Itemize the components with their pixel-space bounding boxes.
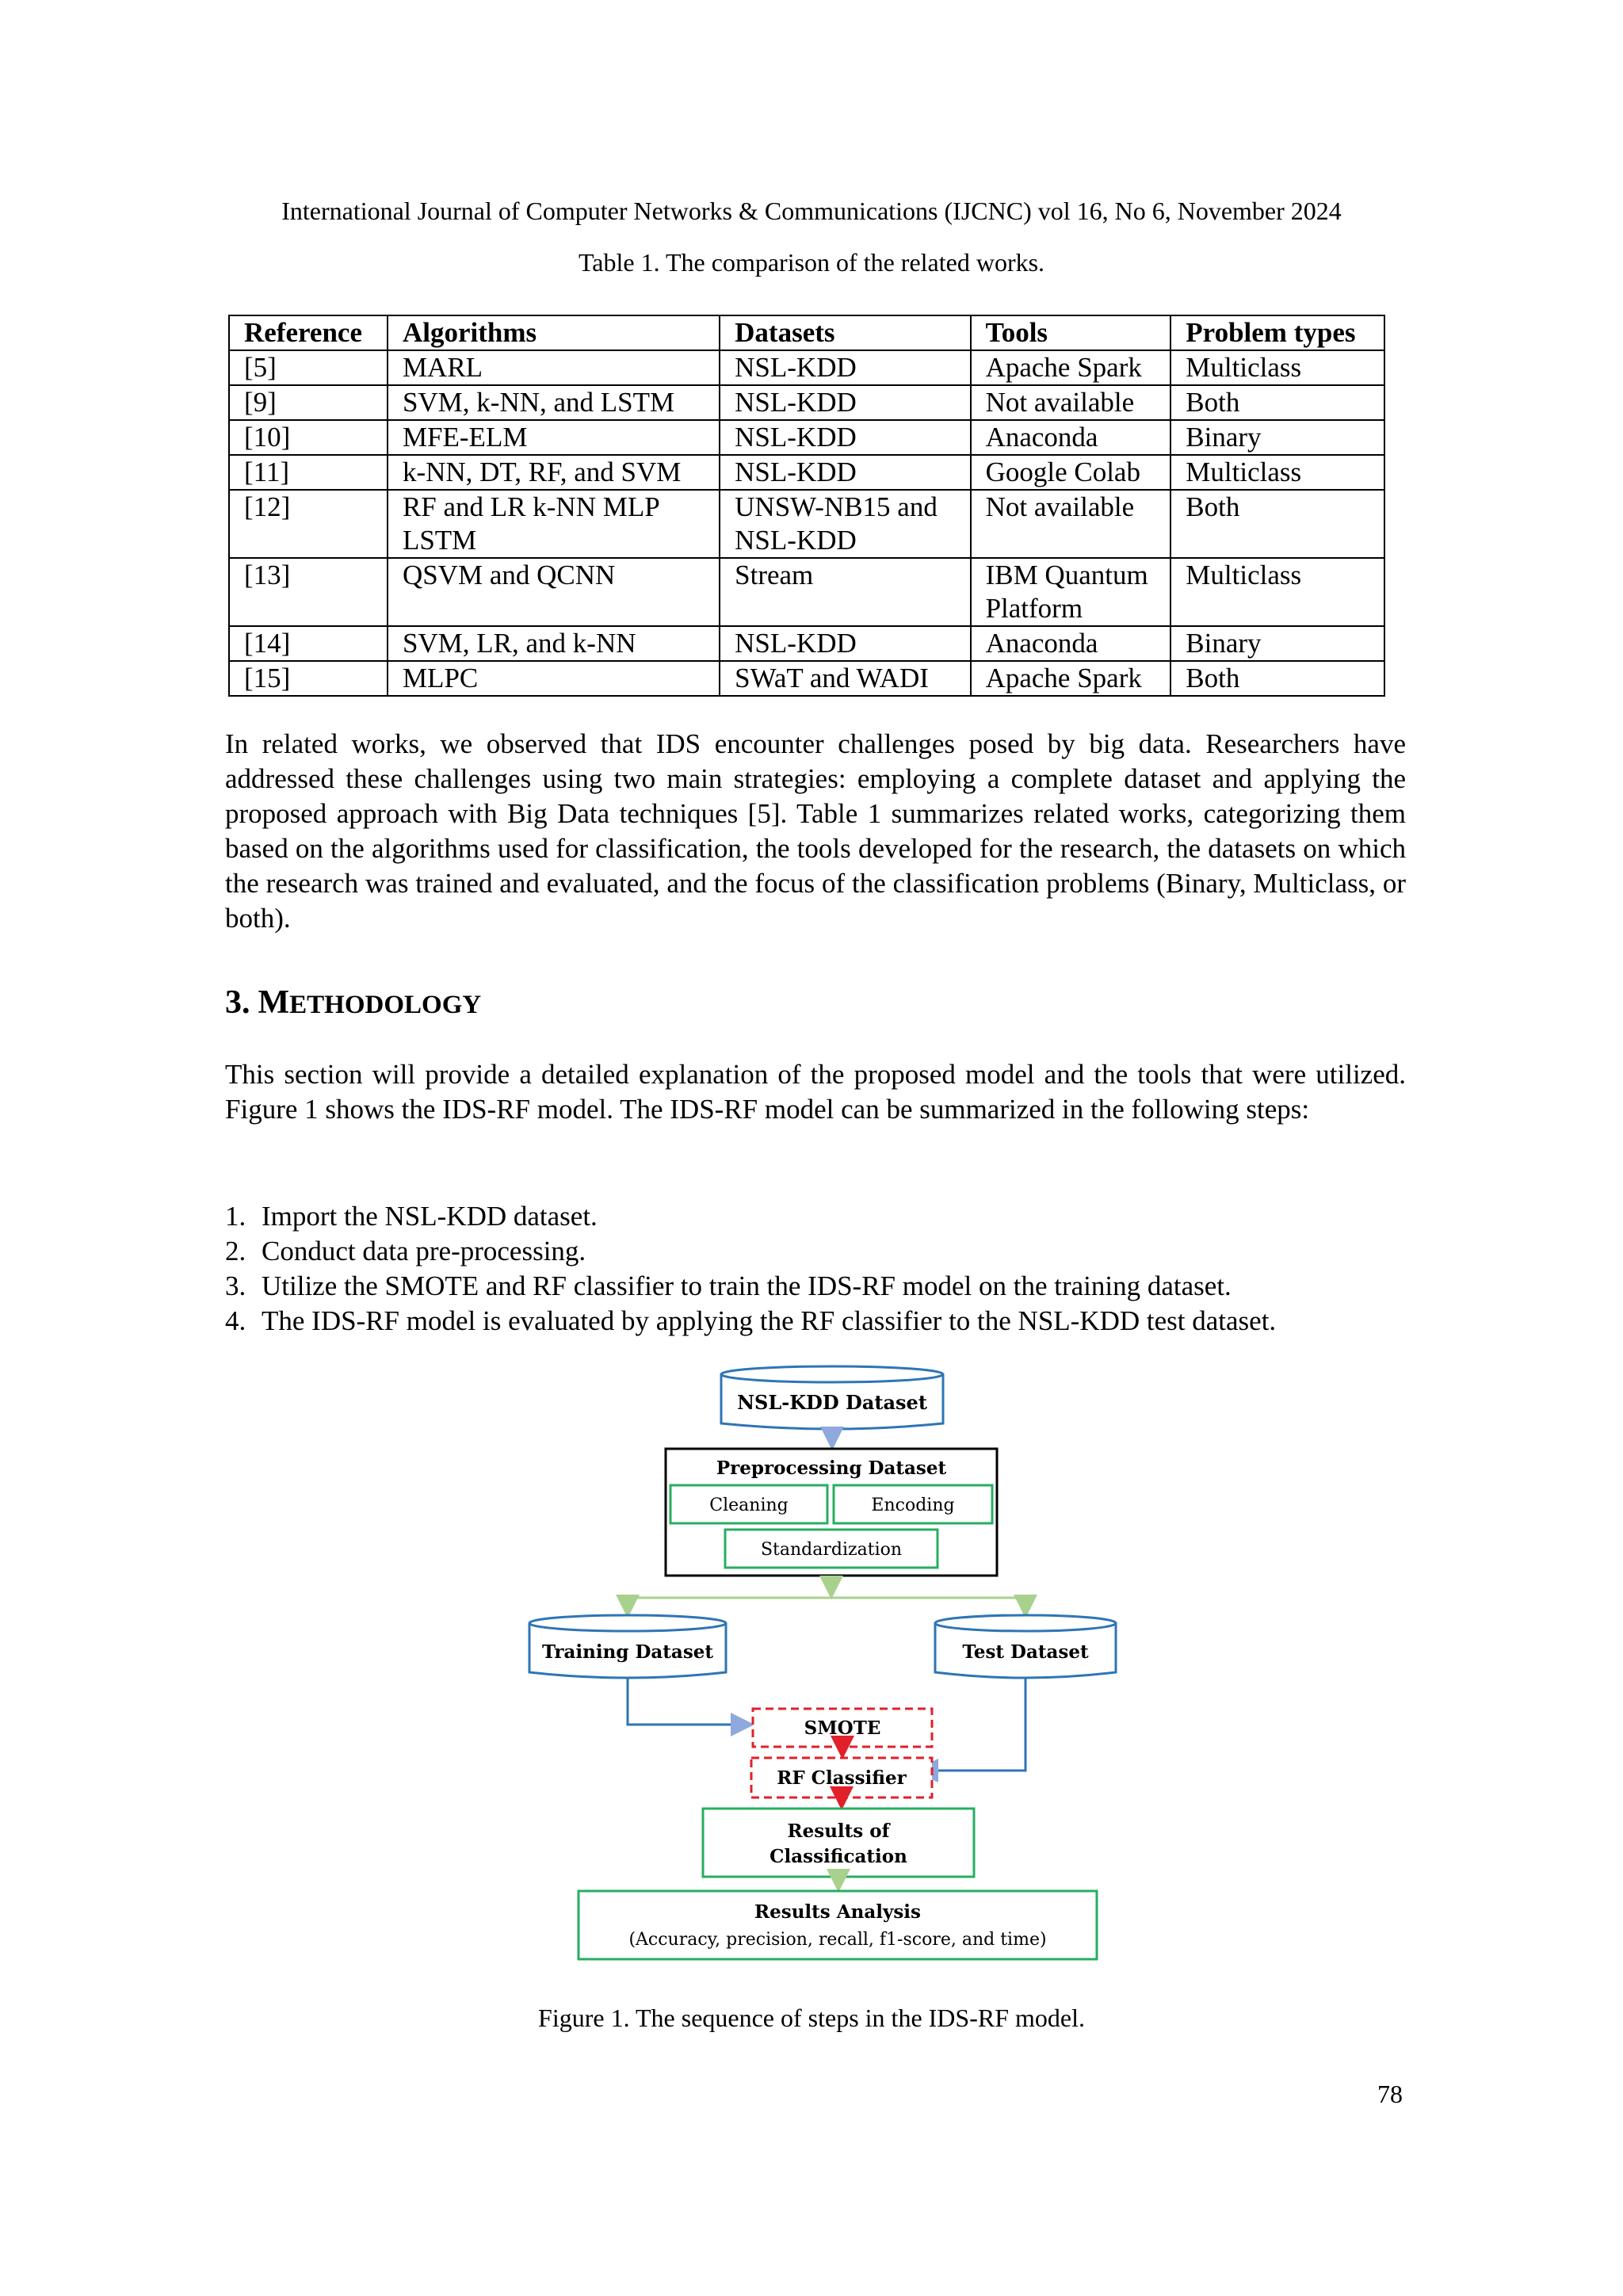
cell-algorithms: k-NN, DT, RF, and SVM: [388, 455, 720, 490]
results-analysis-subtitle: (Accuracy, precision, recall, f1-score, and time): [628, 1930, 1047, 1950]
dataset-node: [721, 1366, 943, 1429]
cell-reference: [10]: [229, 420, 388, 455]
results-analysis-node: [579, 1891, 1097, 1959]
table-row: [229, 490, 1384, 558]
training-dataset-label: Training Dataset: [541, 1641, 714, 1663]
cell-datasets: UNSW-NB15 and NSL-KDD: [720, 490, 970, 558]
step-text: The IDS-RF model is evaluated by applying the RF classifier to the NSL-KDD test dataset.: [262, 1305, 1277, 1336]
section-title-rest: ETHODOLOGY: [289, 991, 482, 1019]
results-label-line2: Classification: [769, 1846, 907, 1867]
header-reference: Reference: [229, 315, 388, 350]
cell-problem-type: Both: [1170, 661, 1384, 696]
step-number: 2.: [225, 1236, 246, 1266]
step-number: 1.: [225, 1201, 246, 1232]
cell-problem-type: Both: [1170, 490, 1384, 558]
page-number: 78: [1377, 2080, 1403, 2108]
cleaning-label: Cleaning: [709, 1496, 789, 1515]
preprocessing-node: [666, 1449, 997, 1576]
table-row: [229, 350, 1384, 385]
related-works-table: [228, 315, 1385, 697]
cell-problem-type: Binary: [1170, 420, 1384, 455]
table-row: [229, 385, 1384, 420]
cell-algorithms: MARL: [388, 350, 720, 385]
connector-test-to-rf: [934, 1679, 1025, 1771]
smote-label: SMOTE: [804, 1717, 881, 1739]
table-row: [229, 661, 1384, 696]
table-caption: Table 1. The comparison of the related works.: [578, 248, 1045, 277]
results-analysis-title: Results Analysis: [754, 1901, 921, 1923]
cell-reference: [13]: [229, 558, 388, 626]
cell-algorithms: RF and LR k-NN MLP LSTM: [388, 490, 720, 558]
step-number: 4.: [225, 1305, 246, 1336]
section-number: 3.: [225, 984, 250, 1021]
cell-tools: IBM Quantum Platform: [971, 558, 1171, 626]
table-header-row: [229, 315, 1384, 350]
cell-problem-type: Multiclass: [1170, 350, 1384, 385]
dataset-label: NSL-KDD Dataset: [737, 1391, 927, 1414]
connector-training-to-smote: [628, 1679, 742, 1725]
cell-algorithms: SVM, k-NN, and LSTM: [388, 385, 720, 420]
cell-tools: Apache Spark: [971, 661, 1171, 696]
header-tools: Tools: [971, 315, 1171, 350]
results-node: [703, 1809, 974, 1877]
steps-list: [225, 1199, 1276, 1339]
cell-problem-type: Binary: [1170, 626, 1384, 661]
table-row: [229, 558, 1384, 626]
standardization-label: Standardization: [760, 1540, 903, 1560]
cell-datasets: NSL-KDD: [720, 385, 970, 420]
results-label-line1: Results of: [787, 1820, 890, 1842]
methodology-paragraph: This section will provide a detailed explanation of the proposed model and the tools that were utilized. Figure 1 shows the IDS-RF model. The IDS-RF model can be summarized in the following steps:: [225, 1059, 1406, 1125]
step-number: 3.: [225, 1270, 246, 1301]
cell-datasets: NSL-KDD: [720, 350, 970, 385]
list-item: [225, 1269, 1276, 1304]
rf-classifier-node: [751, 1758, 932, 1797]
cell-problem-type: Both: [1170, 385, 1384, 420]
step-text: Utilize the SMOTE and RF classifier to train the IDS-RF model on the training dataset.: [262, 1270, 1232, 1301]
split-arrows: [628, 1576, 1025, 1614]
section-initial: M: [258, 984, 290, 1021]
step-text: Conduct data pre-processing.: [262, 1236, 586, 1266]
cell-tools: Anaconda: [971, 420, 1171, 455]
list-item: [225, 1304, 1276, 1339]
cell-reference: [12]: [229, 490, 388, 558]
cell-tools: Apache Spark: [971, 350, 1171, 385]
test-dataset-label: Test Dataset: [962, 1641, 1089, 1663]
cell-algorithms: MLPC: [388, 661, 720, 696]
journal-header: International Journal of Computer Networks & Communications (IJCNC) vol 16, No 6, November 2024: [281, 197, 1342, 225]
figure-caption: Figure 1. The sequence of steps in the IDS-RF model.: [538, 2004, 1085, 2032]
cell-datasets: SWaT and WADI: [720, 661, 970, 696]
preprocessing-label: Preprocessing Dataset: [716, 1457, 947, 1479]
header-problem-types: Problem types: [1170, 315, 1384, 350]
table-row: [229, 455, 1384, 490]
cell-datasets: NSL-KDD: [720, 420, 970, 455]
cell-datasets: NSL-KDD: [720, 455, 970, 490]
step-text: Import the NSL-KDD dataset.: [262, 1201, 598, 1232]
cell-reference: [14]: [229, 626, 388, 661]
cell-problem-type: Multiclass: [1170, 558, 1384, 626]
rf-classifier-label: RF Classifier: [777, 1767, 907, 1789]
cell-algorithms: QSVM and QCNN: [388, 558, 720, 626]
test-dataset-node: [935, 1615, 1116, 1678]
cell-datasets: Stream: [720, 558, 970, 626]
training-dataset-node: [529, 1615, 726, 1678]
cell-tools: Not available: [971, 385, 1171, 420]
cell-tools: Anaconda: [971, 626, 1171, 661]
cell-reference: [9]: [229, 385, 388, 420]
smote-node: [753, 1709, 932, 1747]
cell-tools: Not available: [971, 490, 1171, 558]
list-item: [225, 1199, 1276, 1234]
ids-rf-flowchart: [507, 1363, 1125, 1981]
encoding-label: Encoding: [871, 1496, 955, 1515]
cell-reference: [5]: [229, 350, 388, 385]
cell-algorithms: SVM, LR, and k-NN: [388, 626, 720, 661]
cell-algorithms: MFE-ELM: [388, 420, 720, 455]
list-item: [225, 1234, 1276, 1269]
header-algorithms: Algorithms: [388, 315, 720, 350]
cell-reference: [11]: [229, 455, 388, 490]
related-works-paragraph: In related works, we observed that IDS encounter challenges posed by big data. Researchers have addressed these challenges using two main strategies: employing a complete dataset and applying the proposed approach with Big Data techniques [5]. Table 1 summarizes related works, categorizing them based on the algorithms used for classification, the tools developed for the research, the datasets on which the research was trained and evaluated, and the focus of the classification problems (Binary, Multiclass, or both).: [225, 728, 1406, 934]
section-heading-methodology: [225, 984, 481, 1022]
cell-tools: Google Colab: [971, 455, 1171, 490]
cell-problem-type: Multiclass: [1170, 455, 1384, 490]
cell-reference: [15]: [229, 661, 388, 696]
header-datasets: Datasets: [720, 315, 970, 350]
table-row: [229, 626, 1384, 661]
cell-datasets: NSL-KDD: [720, 626, 970, 661]
table-row: [229, 420, 1384, 455]
